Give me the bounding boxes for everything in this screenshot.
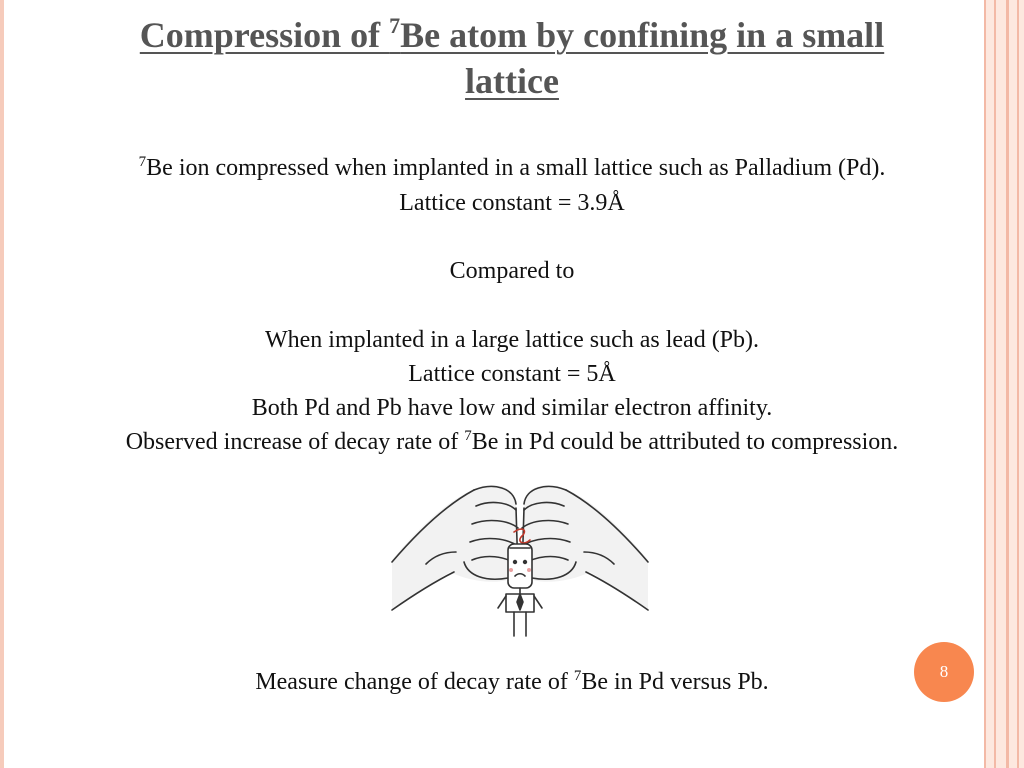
body-line-2: Lattice constant = 3.9Å [399, 190, 625, 216]
body-line-6: Both Pd and Pb have low and similar electron affinity. [251, 395, 773, 421]
body-line-5: Lattice constant = 5Å [408, 361, 616, 387]
right-border-stripes [984, 0, 1024, 768]
body-line-4: When implanted in a large lattice such as lead (Pb). [264, 327, 760, 353]
footer-line: Measure change of decay rate of $^7$Be in Pd versus Pb. [255, 668, 769, 695]
body-line-7: Observed increase of decay rate of $^7$Be in Pd could be attributed to compression. [125, 428, 899, 455]
left-border [0, 0, 4, 768]
page-number-badge: 8 [914, 642, 974, 702]
body-line-3: Compared to [449, 258, 575, 284]
squeezed-man-between-fists-icon [390, 478, 650, 640]
slide-title: Compression of $^7$Be atom by confining in a small lattice [139, 13, 885, 101]
slide [40, 0, 984, 768]
body-line-1: $^7$Be ion compressed when implanted in a small lattice such as Palladium (Pd). [138, 154, 886, 181]
